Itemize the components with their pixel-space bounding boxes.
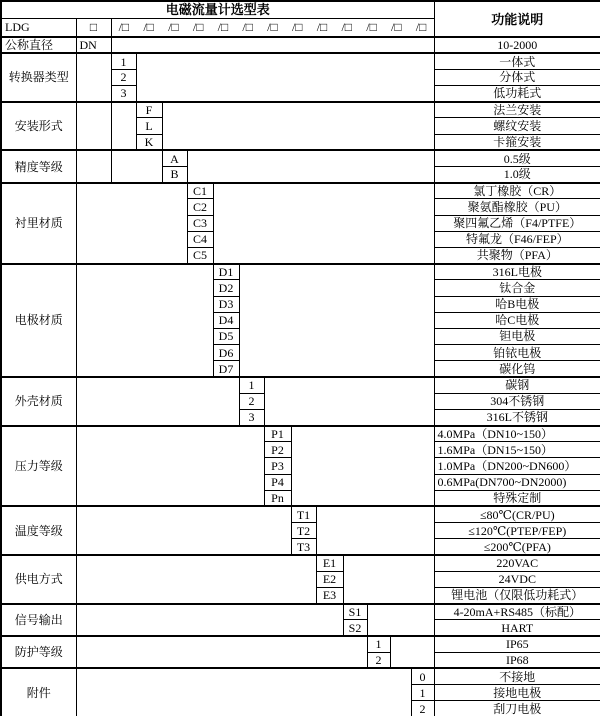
code-cell: 2 xyxy=(367,652,390,668)
function-cell: 4-20mA+RS485（标配） xyxy=(434,604,600,620)
function-cell: 316L电极 xyxy=(434,264,600,280)
filler-cell xyxy=(76,183,187,264)
section-row xyxy=(1,102,600,118)
function-cell: HART xyxy=(434,620,600,636)
filler-cell xyxy=(76,150,111,182)
filler-cell xyxy=(76,53,111,102)
code-cell: Pn xyxy=(264,490,291,506)
filler-cell xyxy=(239,264,434,377)
code-cell: 3 xyxy=(239,409,264,425)
function-cell: 10-2000 xyxy=(434,37,600,53)
function-cell: 钛合金 xyxy=(434,280,600,296)
function-cell: 低功耗式 xyxy=(434,86,600,102)
code-cell: 3 xyxy=(111,86,136,102)
section-row xyxy=(1,555,600,571)
code-cell: 1 xyxy=(367,636,390,652)
model-box: /□ xyxy=(217,20,229,35)
code-cell: D5 xyxy=(213,328,239,344)
model-box: /□ xyxy=(192,20,204,35)
function-cell: 特氟龙（F46/FEP） xyxy=(434,231,600,247)
function-cell: 碳钢 xyxy=(434,377,600,393)
code-cell: D6 xyxy=(213,345,239,361)
code-cell: C3 xyxy=(187,215,213,231)
filler-cell xyxy=(111,150,162,182)
filler-cell xyxy=(76,426,264,507)
model-box: /□ xyxy=(341,20,353,35)
filler-cell xyxy=(316,506,434,555)
model-box: /□ xyxy=(391,20,402,35)
filler-cell xyxy=(264,377,434,426)
filler-cell xyxy=(213,183,434,264)
table-title: 电磁流量计选型表 xyxy=(1,1,434,18)
filler-cell xyxy=(111,102,136,151)
code-cell: D1 xyxy=(213,264,239,280)
filler-cell xyxy=(291,426,434,507)
category-label: 信号输出 xyxy=(1,604,76,636)
model-box: /□ xyxy=(143,20,154,35)
function-cell: 0.6MPa(DN700~DN2000) xyxy=(434,474,600,490)
model-box: /□ xyxy=(415,20,427,35)
code-cell: L xyxy=(136,118,162,134)
code-cell: A xyxy=(162,150,187,166)
code-cell: P4 xyxy=(264,474,291,490)
code-cell: DN xyxy=(76,37,111,53)
function-cell: 接地电极 xyxy=(434,685,600,701)
model-box: /□ xyxy=(316,20,328,35)
function-cell: 氯丁橡胶（CR） xyxy=(434,183,600,199)
category-label: 温度等级 xyxy=(1,506,76,555)
section-row xyxy=(1,150,600,166)
function-cell: 钽电极 xyxy=(434,328,600,344)
code-cell: T1 xyxy=(291,506,316,522)
model-boxes xyxy=(111,18,434,37)
code-cell: P3 xyxy=(264,458,291,474)
code-cell: 2 xyxy=(411,701,434,716)
filler-cell xyxy=(111,37,434,53)
section-row xyxy=(1,604,600,620)
filler-cell xyxy=(76,506,291,555)
function-cell: ≤120℃(PTEP/FEP) xyxy=(434,523,600,539)
filler-cell xyxy=(187,150,434,182)
code-cell: T2 xyxy=(291,523,316,539)
function-cell: 4.0MPa（DN10~150） xyxy=(434,426,600,442)
function-cell: 0.5级 xyxy=(434,150,600,166)
function-cell: 316L不锈钢 xyxy=(434,409,600,425)
filler-cell xyxy=(76,377,239,426)
code-cell: E3 xyxy=(316,587,343,603)
function-cell: ≤80℃(CR/PU) xyxy=(434,506,600,522)
filler-cell xyxy=(76,102,111,151)
function-cell: 聚氨酯橡胶（PU） xyxy=(434,199,600,215)
code-cell: T3 xyxy=(291,539,316,555)
code-cell: 2 xyxy=(111,69,136,85)
code-cell: C5 xyxy=(187,247,213,263)
filler-cell xyxy=(76,604,343,636)
category-label: 安装形式 xyxy=(1,102,76,151)
filler-cell xyxy=(76,636,367,668)
code-cell: C2 xyxy=(187,199,213,215)
function-cell: 卡箍安装 xyxy=(434,134,600,150)
dn-row xyxy=(1,37,600,53)
category-label: 转换器类型 xyxy=(1,53,76,102)
code-cell: D7 xyxy=(213,361,239,377)
code-cell: 1 xyxy=(111,53,136,69)
section-row xyxy=(1,377,600,393)
function-cell: 刮刀电极 xyxy=(434,701,600,716)
code-cell: S2 xyxy=(343,620,367,636)
function-cell: 碳化钨 xyxy=(434,361,600,377)
function-cell: 聚四氟乙烯（F4/PTFE） xyxy=(434,215,600,231)
function-cell: 分体式 xyxy=(434,69,600,85)
model-box: /□ xyxy=(118,20,130,35)
filler-cell xyxy=(76,264,213,377)
filler-cell xyxy=(76,668,411,716)
section-row xyxy=(1,183,600,199)
function-cell: 不接地 xyxy=(434,668,600,684)
function-cell: 24VDC xyxy=(434,571,600,587)
function-cell: ≤200℃(PFA) xyxy=(434,539,600,555)
function-cell: IP68 xyxy=(434,652,600,668)
model-box: /□ xyxy=(168,20,179,35)
model-box-list xyxy=(112,21,434,33)
category-label: 供电方式 xyxy=(1,555,76,604)
code-cell: E1 xyxy=(316,555,343,571)
section-row xyxy=(1,53,600,69)
category-label: 衬里材质 xyxy=(1,183,76,264)
function-cell: 铂铱电极 xyxy=(434,345,600,361)
category-label: 外壳材质 xyxy=(1,377,76,426)
category-label: 精度等级 xyxy=(1,150,76,182)
function-cell: 哈C电极 xyxy=(434,312,600,328)
function-cell: 锂电池（仅限低功耗式） xyxy=(434,587,600,603)
model-box: /□ xyxy=(267,20,278,35)
section-row xyxy=(1,506,600,522)
function-header: 功能说明 xyxy=(434,1,600,37)
filler-cell xyxy=(136,53,434,102)
code-cell: D3 xyxy=(213,296,239,312)
code-cell: 2 xyxy=(239,393,264,409)
header-row xyxy=(1,1,600,18)
code-cell: K xyxy=(136,134,162,150)
code-cell: P1 xyxy=(264,426,291,442)
function-cell: 1.0MPa（DN200~DN600） xyxy=(434,458,600,474)
filler-cell xyxy=(76,555,316,604)
function-cell: 哈B电极 xyxy=(434,296,600,312)
model-prefix: LDG xyxy=(1,18,76,37)
code-cell: S1 xyxy=(343,604,367,620)
code-cell: B xyxy=(162,167,187,183)
model-box: /□ xyxy=(242,20,253,35)
function-cell: 304不锈钢 xyxy=(434,393,600,409)
function-cell: IP65 xyxy=(434,636,600,652)
section-row xyxy=(1,426,600,442)
model-first-box: □ xyxy=(76,18,111,37)
section-row xyxy=(1,264,600,280)
model-box: /□ xyxy=(366,20,377,35)
function-cell: 1.6MPa（DN15~150） xyxy=(434,442,600,458)
function-cell: 一体式 xyxy=(434,53,600,69)
category-label: 防护等级 xyxy=(1,636,76,668)
category-label: 电极材质 xyxy=(1,264,76,377)
code-cell: 1 xyxy=(411,685,434,701)
code-cell: F xyxy=(136,102,162,118)
filler-cell xyxy=(390,636,434,668)
code-cell: 1 xyxy=(239,377,264,393)
function-cell: 共聚物（PFA） xyxy=(434,247,600,263)
filler-cell xyxy=(162,102,434,151)
code-cell: C1 xyxy=(187,183,213,199)
code-cell: D4 xyxy=(213,312,239,328)
code-cell: D2 xyxy=(213,280,239,296)
category-label: 压力等级 xyxy=(1,426,76,507)
filler-cell xyxy=(367,604,434,636)
filler-cell xyxy=(343,555,434,604)
code-cell: P2 xyxy=(264,442,291,458)
category-label: 公称直径 xyxy=(1,37,76,53)
section-row xyxy=(1,668,600,684)
category-label: 附件 xyxy=(1,668,76,716)
function-cell: 法兰安装 xyxy=(434,102,600,118)
function-cell: 螺纹安装 xyxy=(434,118,600,134)
code-cell: C4 xyxy=(187,231,213,247)
section-row xyxy=(1,636,600,652)
code-cell: 0 xyxy=(411,668,434,684)
function-cell: 1.0级 xyxy=(434,167,600,183)
function-cell: 220VAC xyxy=(434,555,600,571)
model-box: /□ xyxy=(291,20,303,35)
code-cell: E2 xyxy=(316,571,343,587)
function-cell: 特殊定制 xyxy=(434,490,600,506)
